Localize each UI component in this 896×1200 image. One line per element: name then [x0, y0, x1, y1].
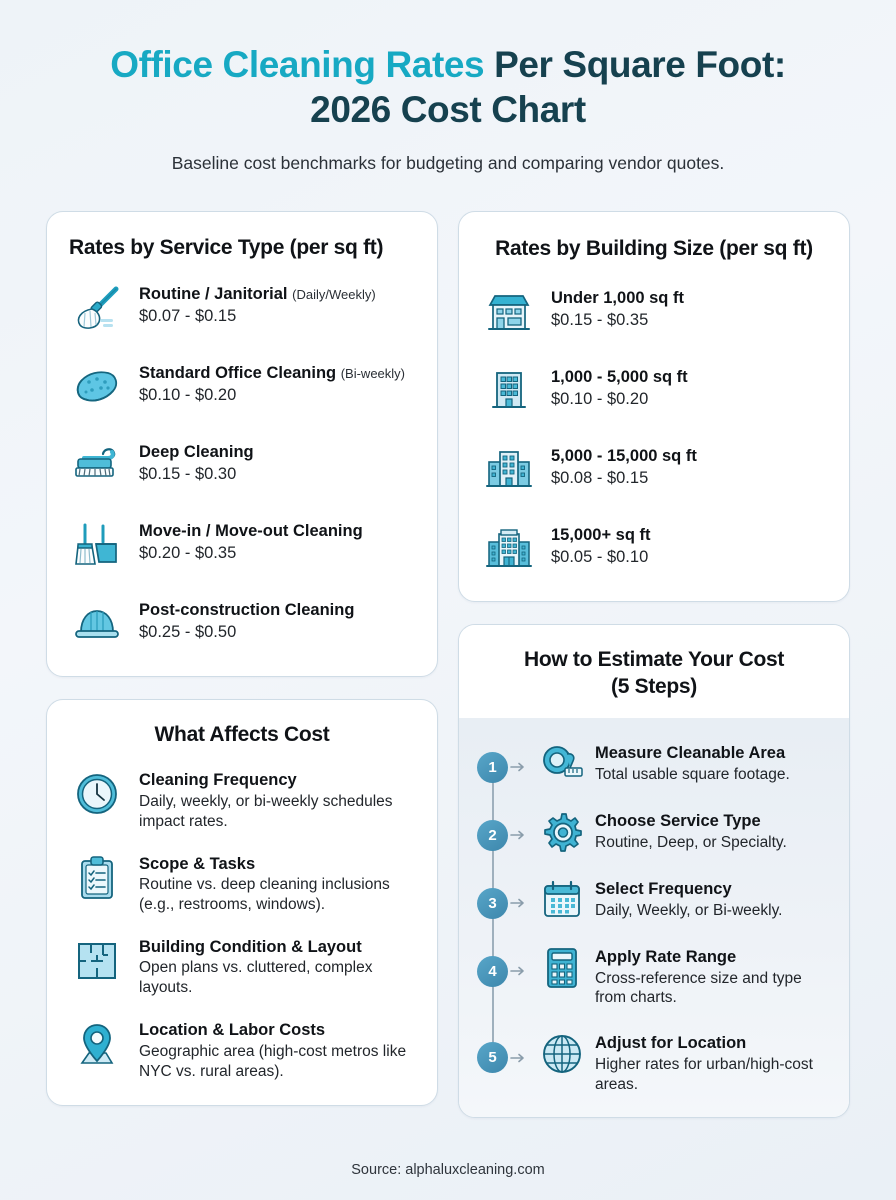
service-rate: $0.20 - $0.35	[139, 543, 237, 562]
list-item	[69, 935, 415, 998]
step-text	[595, 942, 829, 1008]
factor-desc: Open plans vs. cluttered, complex layouts.	[139, 959, 373, 997]
service-name: Post-construction Cleaning	[139, 601, 355, 619]
arrow-right-icon	[510, 897, 526, 909]
steps-title-line2: (5 Steps)	[611, 674, 697, 698]
service-rate: $0.07 - $0.15	[139, 306, 237, 325]
mid-rise-icon	[481, 444, 537, 496]
size-name: 1,000 - 5,000 sq ft	[551, 368, 688, 387]
step-number-badge: 1	[477, 752, 508, 783]
arrow-right-icon	[510, 761, 526, 773]
list-item	[69, 1018, 415, 1081]
office-block-icon	[481, 365, 537, 417]
map-pin-icon	[69, 1018, 125, 1070]
size-name: 15,000+ sq ft	[551, 526, 651, 545]
size-name: 5,000 - 15,000 sq ft	[551, 447, 697, 466]
step-desc: Cross-reference size and type from charts.	[595, 969, 802, 1007]
calendar-icon	[538, 874, 586, 922]
size-rate: $0.05 - $0.10	[551, 547, 649, 566]
arrow-right-icon	[510, 965, 526, 977]
list-item-text	[139, 598, 354, 643]
rates-by-service-type-card	[46, 211, 438, 677]
factor-name: Cleaning Frequency	[139, 771, 297, 790]
source-footer: Source: alphaluxcleaning.com	[351, 1162, 545, 1178]
size-rate: $0.15 - $0.35	[551, 310, 649, 329]
tape-measure-icon	[538, 738, 586, 786]
how-to-estimate-card	[458, 624, 850, 1117]
page-title-line2: 2026 Cost Chart	[310, 89, 586, 131]
service-rate: $0.15 - $0.30	[139, 464, 237, 483]
small-store-icon	[481, 286, 537, 338]
step-title: Apply Rate Range	[595, 947, 737, 966]
calculator-icon	[538, 942, 586, 990]
step-number-badge: 3	[477, 888, 508, 919]
list-item-text	[551, 365, 688, 410]
high-rise-icon	[481, 523, 537, 575]
list-item-text	[139, 852, 415, 915]
factor-name: Building Condition & Layout	[139, 937, 362, 956]
step-text	[595, 806, 829, 853]
list-item-text	[139, 282, 376, 327]
list-item-text	[551, 523, 651, 568]
steps-card-header	[459, 625, 849, 718]
cards-grid	[46, 211, 850, 1118]
page-subtitle: Baseline cost benchmarks for budgeting and comparing vendor quotes.	[171, 153, 725, 174]
gear-icon	[538, 806, 586, 854]
service-rate: $0.25 - $0.50	[139, 622, 237, 641]
step-number-col	[477, 874, 529, 919]
clipboard-icon	[69, 852, 125, 904]
list-item-text	[139, 361, 405, 406]
factor-desc: Routine vs. deep cleaning inclusions (e.g., restrooms, windows).	[139, 876, 390, 913]
mop-icon	[69, 282, 125, 334]
page-title-rest: Per Square Foot:	[484, 44, 786, 85]
service-qualifier: (Bi-weekly)	[340, 366, 406, 381]
factor-name: Scope & Tasks	[139, 854, 256, 873]
arrow-right-icon	[510, 829, 526, 841]
size-rate: $0.08 - $0.15	[551, 468, 649, 487]
factor-rows	[69, 768, 415, 1081]
list-item	[477, 942, 829, 1008]
step-number-col	[477, 738, 529, 783]
factor-desc: Geographic area (high-cost metros like NYC vs. rural areas).	[139, 1042, 407, 1080]
broom-dustpan-icon	[69, 519, 125, 571]
list-item-text	[139, 440, 254, 485]
step-text	[595, 738, 829, 785]
what-affects-cost-card	[46, 699, 438, 1106]
rates-by-building-size-card	[458, 211, 850, 602]
scrub-brush-icon	[69, 440, 125, 492]
service-rate: $0.10 - $0.20	[139, 385, 237, 404]
step-title: Select Frequency	[595, 879, 732, 898]
size-rows	[481, 286, 827, 575]
factor-desc: Daily, weekly, or bi-weekly schedules impact rates.	[139, 792, 393, 830]
list-item	[69, 519, 415, 571]
size-card-title: Rates by Building Size (per sq ft)	[495, 237, 813, 260]
step-number-badge: 2	[477, 820, 508, 851]
list-item	[69, 852, 415, 915]
list-item	[481, 286, 827, 338]
page-title	[40, 42, 856, 132]
factors-card-title: What Affects Cost	[154, 723, 330, 746]
list-item	[481, 365, 827, 417]
list-item	[69, 598, 415, 650]
step-number-badge: 4	[477, 956, 508, 987]
floorplan-icon	[69, 935, 125, 987]
hard-hat-icon	[69, 598, 125, 650]
step-desc: Higher rates for urban/high-cost areas.	[595, 1056, 813, 1093]
list-item-text	[139, 935, 415, 998]
size-name: Under 1,000 sq ft	[551, 289, 684, 308]
step-title: Measure Cleanable Area	[595, 743, 786, 762]
steps-title-line1: How to Estimate Your Cost	[523, 648, 785, 672]
steps-card-title	[479, 647, 829, 700]
list-item-text	[139, 519, 363, 564]
list-item	[69, 282, 415, 334]
size-rate: $0.10 - $0.20	[551, 389, 649, 408]
list-item	[477, 1028, 829, 1094]
right-column	[458, 211, 850, 1118]
left-column	[46, 211, 438, 1118]
list-item-text	[139, 768, 415, 831]
service-name: Deep Cleaning	[139, 443, 254, 461]
step-title: Choose Service Type	[595, 811, 761, 830]
list-item	[481, 523, 827, 575]
service-rows	[69, 282, 415, 650]
step-title: Adjust for Location	[595, 1034, 747, 1053]
steps-list	[459, 718, 849, 1117]
step-desc: Total usable square footage.	[595, 765, 790, 783]
service-card-title: Rates by Service Type (per sq ft)	[69, 236, 384, 259]
list-item	[477, 874, 829, 922]
infographic-header	[0, 0, 896, 176]
list-item	[477, 738, 829, 786]
list-item-text	[551, 286, 684, 331]
list-item	[69, 440, 415, 492]
service-name: Standard Office Cleaning (Bi-weekly)	[139, 364, 406, 382]
step-desc: Daily, Weekly, or Bi-weekly.	[595, 901, 783, 919]
list-item	[69, 361, 415, 413]
globe-icon	[538, 1028, 586, 1076]
page-title-accent: Office Cleaning Rates	[110, 44, 485, 85]
list-item	[69, 768, 415, 831]
service-qualifier: (Daily/Weekly)	[292, 287, 376, 302]
step-number-col	[477, 806, 529, 851]
step-text	[595, 874, 829, 921]
service-name: Routine / Janitorial (Daily/Weekly)	[139, 285, 376, 303]
clock-icon	[69, 768, 125, 820]
factor-name: Location & Labor Costs	[139, 1021, 326, 1040]
step-text	[595, 1028, 829, 1094]
list-item	[481, 444, 827, 496]
step-number-badge: 5	[477, 1042, 508, 1073]
list-item-text	[551, 444, 697, 489]
step-number-col	[477, 1028, 529, 1073]
service-name: Move-in / Move-out Cleaning	[139, 522, 363, 540]
list-item	[477, 806, 829, 854]
step-desc: Routine, Deep, or Specialty.	[595, 833, 787, 851]
arrow-right-icon	[510, 1052, 526, 1064]
sponge-icon	[69, 361, 125, 413]
step-number-col	[477, 942, 529, 987]
list-item-text	[139, 1018, 415, 1081]
